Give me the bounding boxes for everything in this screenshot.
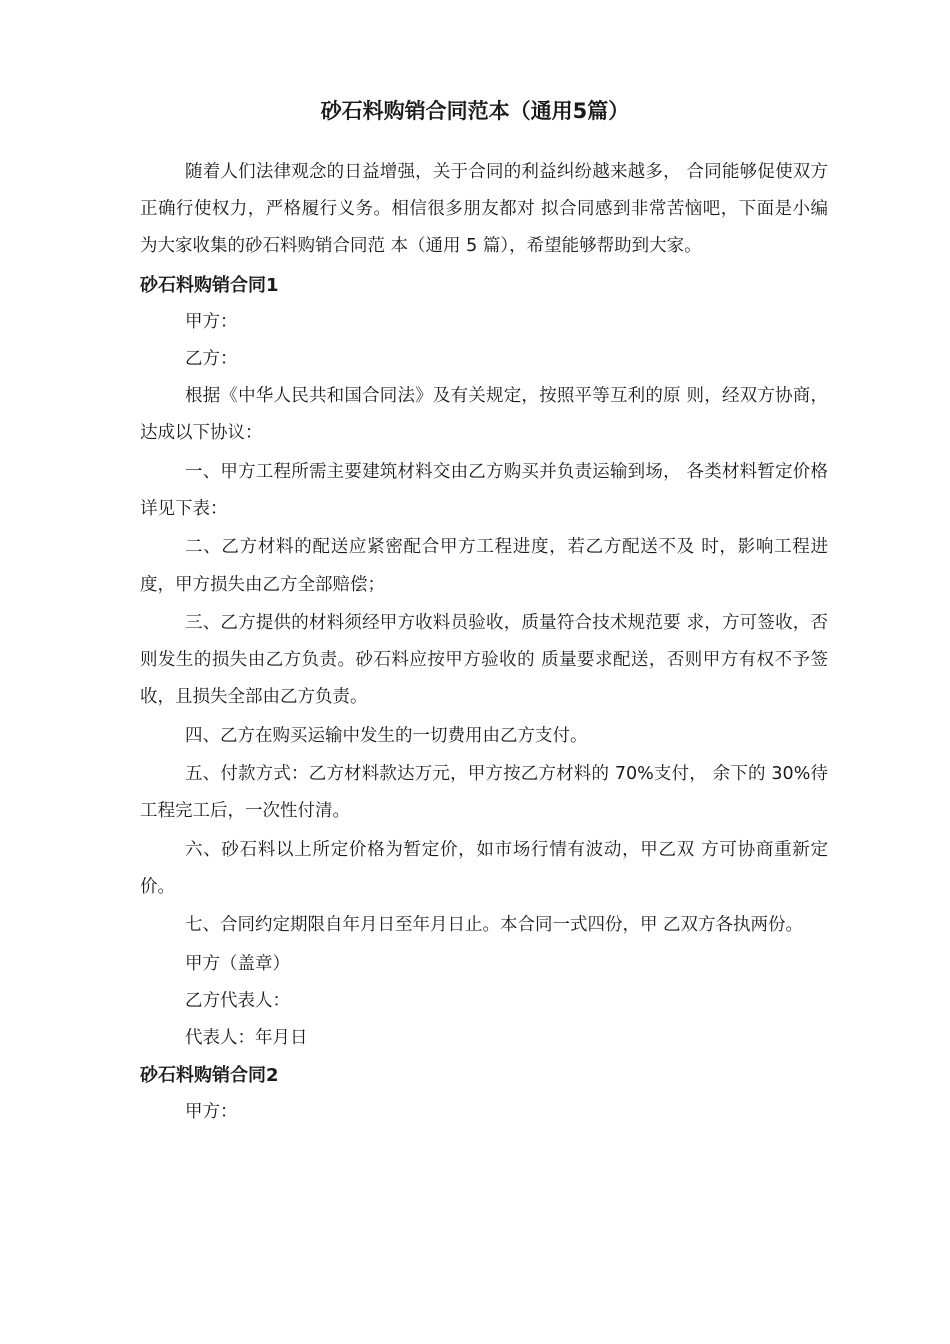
contract-paragraph: 根据《中华人民共和国合同法》及有关规定，按照平等互利的原 则，经双方协商，达成以下协议： [140,386,828,444]
party-a-line: 甲方： [185,311,238,332]
party-a-line: 甲方： [185,1102,238,1123]
document-title: 砂石料购销合同范本（通用5篇） [320,99,630,123]
contract-paragraph: 七、合同约定期限自年月日至年月日止。本合同一式四份，甲 乙双方各执两份。 [185,915,804,936]
party-b-representative-line: 乙方代表人： [185,990,290,1011]
section-heading: 砂石料购销合同2 [140,1065,279,1087]
contract-paragraph: 四、乙方在购买运输中发生的一切费用由乙方支付。 [185,725,588,746]
representative-date-line: 代表人：年月日 [185,1028,308,1049]
party-a-seal-line: 甲方（盖章） [185,953,290,974]
contract-paragraph: 六、砂石料以上所定价格为暂定价，如市场行情有波动，甲乙双 方可协商重新定价。 [140,839,828,897]
document-body [140,154,828,1132]
party-b-line: 乙方： [185,349,238,369]
section-contract-1 [140,267,828,1058]
section-contract-2 [140,1057,828,1131]
contract-paragraph: 一、甲方工程所需主要建筑材料交由乙方购买并负责运输到场， 各类材料暂定价格详见下表： [140,461,828,519]
contract-paragraph: 二、乙方材料的配送应紧密配合甲方工程进度，若乙方配送不及 时，影响工程进度，甲方损失由乙方全部赔偿； [140,537,828,595]
intro-paragraph: 随着人们法律观念的日益增强，关于合同的利益纠纷越来越多， 合同能够促使双方正确行使权力，严格履行义务。相信很多朋友都对 拟合同感到非常苦恼吧，下面是小编为大家收集的砂石料购销合同范 本（通用 5 篇），希望能够帮助到大家。 [140,162,828,257]
contract-paragraph: 三、乙方提供的材料须经甲方收料员验收，质量符合技术规范要 求，方可签收，否则发生的损失由乙方负责。砂石料应按甲方验收的 质量要求配送，否则甲方有权不予签收，且损失全部由乙方负责。 [140,612,828,708]
contract-paragraph: 五、付款方式：乙方材料款达万元，甲方按乙方材料的 70%支付， 余下的 30%待工程完工后，一次性付清。 [140,764,828,822]
section-heading: 砂石料购销合同1 [140,274,279,296]
